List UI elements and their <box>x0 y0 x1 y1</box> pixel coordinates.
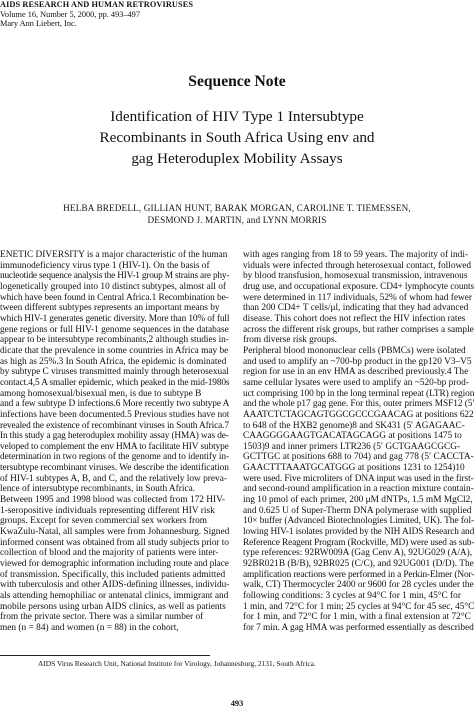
text-line: lence of intersubtype recombinants, in South Africa. <box>0 484 196 495</box>
text-line: with ages ranging from 18 to 59 years. The majority of indi- <box>243 250 469 260</box>
text-line: dicate that the prevalence in some countries in Africa may be <box>0 345 229 356</box>
text-line: by blood transfusion, homosexual transmission, intravenous <box>243 271 468 282</box>
text-line: nucleotide sequence analysis the HIV-1 group M strains are phy- <box>0 271 229 282</box>
text-line: lowing HIV-1 isolates provided by the NIH AIDS Research and <box>243 527 474 538</box>
text-line: and a few subtype D infections.6 More recently two subtype A <box>0 399 229 410</box>
text-line: same cellular lysates were used to amplify an ~520-bp prod- <box>243 377 469 388</box>
text-line: collection of blood and the majority of patients were inter- <box>0 548 219 559</box>
text-line: for 7 min. A gag HMA was performed essentially as described <box>243 622 474 633</box>
text-line: mobile persons using urban AIDS clinics, as well as patients <box>0 601 226 612</box>
text-line: uct comprising 100 bp in the long terminal repeat (LTR) region <box>243 388 474 399</box>
text-line: 10× buffer (Advanced Biotechnologies Limited, UK). The fol- <box>243 516 474 527</box>
text-line: of transmission. Specifically, this included patients admitted <box>0 569 226 580</box>
text-line: appear to be intersubtype recombinants,2 although studies in- <box>0 335 229 346</box>
text-line: ENETIC DIVERSITY is a major characteristic of the human <box>0 250 228 260</box>
title-line: gag Heteroduplex Mobility Assays <box>131 150 343 167</box>
text-line: informed consent was obtained from all study subjects prior to <box>0 537 229 548</box>
text-line: from the private sector. There was a similar number of <box>0 612 204 623</box>
text-line: contact.4,5 A smaller epidemic, which peaked in the mid-1980s <box>0 377 229 388</box>
text-line: Reference Reagent Program (Rockville, MD) were used as sub- <box>243 537 474 548</box>
text-line: 92BR021B (B/B), 92BR025 (C/C), and 92UG001 (D/D). The <box>243 559 474 570</box>
text-line: were determined in 117 individuals, 52% of whom had fewer <box>243 292 473 303</box>
volume-info: Volume 16, Number 5, 2000, pp. 493–497 <box>0 9 140 19</box>
text-line: following conditions: 3 cycles at 94°C for 1 min, 45°C for <box>243 591 461 601</box>
text-line: gene regions or full HIV-1 genome sequences in the database <box>0 324 229 335</box>
text-line: determination in two regions of the genome and to identify in- <box>0 452 229 463</box>
text-line: across the different risk groups, but rather comprises a sample <box>243 324 474 335</box>
text-line: to 648 of the HXB2 genome)8 and SK431 (5′ AGAGAAC- <box>243 420 465 431</box>
text-line: GAACTTTAAATGCATGGG at positions 1231 to 1254)10 <box>243 463 465 474</box>
body-column-right <box>243 250 474 634</box>
text-line: which have been found in Central Africa.1 Recombination be- <box>0 292 229 303</box>
text-line: tersubtype recombinant viruses. We describe the identification <box>0 463 229 474</box>
text-line: immunodeficiency virus type 1 (HIV-1). On the basis of <box>0 260 210 271</box>
article-title <box>0 106 474 169</box>
affiliation-footnote: AIDS Virus Research Unit, National Institute for Virology, Johannesburg, 2131, South Africa. <box>38 659 316 668</box>
text-line: viduals were infected through heterosexual contact, followed <box>243 260 472 271</box>
text-line: which HIV-1 generates genetic diversity. More than 10% of full <box>0 313 229 324</box>
text-line: Peripheral blood mononuclear cells (PBMCs) were isolated <box>243 345 466 356</box>
text-line: were used. Five microliters of DNA input was used in the first- <box>243 473 474 484</box>
author-line: HELBA BREDELL, GILLIAN HUNT, BARAK MORGAN, CAROLINE T. TIEMESSEN, <box>63 203 411 213</box>
page-number: 493 <box>230 699 244 708</box>
text-line: tween different subtypes represents an important means by <box>0 303 220 314</box>
text-line: as high as 25%.3 In South Africa, the epidemic is dominated <box>0 356 227 367</box>
text-line: walk, CT) Thermocycler 2400 or 9600 for 28 cycles under the <box>243 580 474 591</box>
text-line: disease. This cohort does not reflect the HIV infection rates <box>243 313 466 324</box>
text-line: of HIV-1 subtypes A, B, and C, and the relatively low preva- <box>0 473 227 484</box>
text-line: logenetically grouped into 10 distinct subtypes, almost all of <box>0 281 227 292</box>
text-line: viewed for demographic information including route and place <box>0 559 229 570</box>
text-line: AAATCTCTAGCAGTGGCGCCCGAACAG at positions 622 <box>243 409 474 420</box>
text-line: ing 10 pmol of each primer, 200 μM dNTPs, 1.5 mM MgCl2, <box>243 495 473 506</box>
text-line: and the whole p17 gag gene. For this, outer primers MSF12 (5′ <box>243 399 474 410</box>
author-line: DESMOND J. MARTIN, and LYNN MORRIS <box>147 215 327 226</box>
text-line: als attending hemophiliac or antenatal clinics, immigrant and <box>0 591 229 601</box>
text-line: than 200 CD4+ T cells/μl, indicating that they had advanced <box>243 303 469 314</box>
title-line: Recombinants in South Africa Using env and <box>99 129 375 146</box>
text-line: and 0.625 U of Super-Therm DNA polymerase with supplied <box>243 505 472 516</box>
author-list <box>0 202 474 227</box>
journal-name: AIDS RESEARCH AND HUMAN RETROVIRUSES <box>0 0 194 9</box>
text-line: groups. Except for seven commercial sex workers from <box>0 516 208 527</box>
text-line: for 1 min, and 72°C for 1 min, with a final extension at 72°C <box>243 612 471 623</box>
text-line: 1503)9 and inner primers LTR236 (5′ GCTGAAGCGCG- <box>243 441 461 452</box>
text-line: from diverse risk groups. <box>243 335 337 346</box>
publisher: Mary Ann Liebert, Inc. <box>0 19 77 29</box>
footnote-divider <box>0 655 210 656</box>
text-line: revealed the existence of recombinant viruses in South Africa.7 <box>0 420 229 431</box>
text-line: type references: 92RW009A (Gag Cenv A), 92UG029 (A/A), <box>243 548 473 559</box>
text-line: with tuberculosis and other AIDS-defining illnesses, individu- <box>0 580 229 591</box>
text-line: infections have been documented.5 Previous studies have not <box>0 409 229 420</box>
text-line: KwaZulu-Natal, all samples were from Johannesburg. Signed <box>0 527 229 538</box>
body-column-left <box>0 250 229 634</box>
text-line: amplification reactions were performed in a Perkin-Elmer (Nor- <box>243 569 474 580</box>
text-line: Between 1995 and 1998 blood was collected from 172 HIV- <box>0 495 226 506</box>
text-line: men (n = 84) and women (n = 88) in the cohort, <box>0 622 179 633</box>
text-line: CAAGGGGAAGTGACATAGCAGG at positions 1475 to <box>243 431 462 442</box>
title-line: Identification of HIV Type 1 Intersubtype <box>110 108 364 125</box>
running-header <box>0 0 193 29</box>
text-line: among homosexual/bisexual men, is due to subtype B <box>0 388 202 399</box>
text-line: GCTTGC at positions 688 to 704) and gag 778 (5′ CACCTA- <box>243 452 474 463</box>
text-line: veloped to complement the env HMA to facilitate HIV subtype <box>0 441 229 452</box>
text-line: and second-round amplification in a reaction mixture contain- <box>243 484 474 495</box>
text-line: region for use in an env HMA as described previously.4 The <box>243 367 469 378</box>
section-label: Sequence Note <box>188 73 286 90</box>
text-line: 1 min, and 72°C for 1 min; 25 cycles at 94°C for 45 sec, 45°C <box>243 601 474 612</box>
text-line: drug use, and occupational exposure. CD4+ lymphocyte counts <box>243 281 474 292</box>
text-line: In this study a gag heteroduplex mobility assay (HMA) was de- <box>0 431 229 442</box>
text-line: by subtype C viruses transmitted mainly through heterosexual <box>0 367 229 378</box>
text-line: 1-seropositive individuals representing different HIV risk <box>0 505 215 516</box>
text-line: and used to amplify an ~700-bp product in the gp120 V3–V5 <box>243 356 472 367</box>
